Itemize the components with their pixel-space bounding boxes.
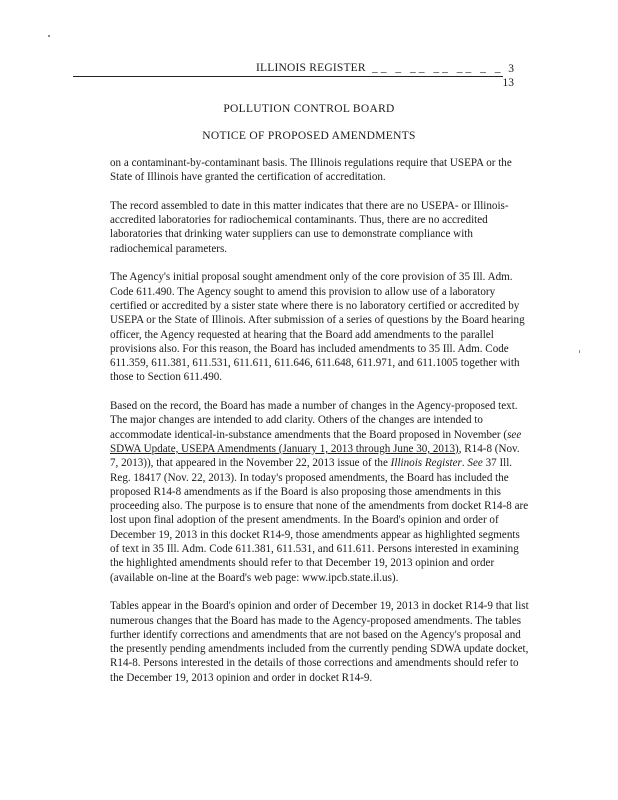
illinois-register-citation: Illinois Register	[390, 457, 462, 470]
scan-speck	[48, 35, 50, 37]
page-number: 3	[508, 63, 514, 75]
register-title: ILLINOIS REGISTER	[256, 62, 366, 74]
paragraph-1: on a contaminant-by-contaminant basis. The Illinois regulations require that USEPA or the State of Illinois have granted the certification of accreditation.	[110, 157, 512, 184]
paragraph-4-text-b: , R14-8 (Nov. 7, 2013)), that appeared in the November 22, 2013 issue of the	[110, 442, 520, 470]
see-signal: see	[507, 428, 522, 441]
see-signal-2: See	[467, 457, 483, 470]
paragraph-4-text-a: Based on the record, the Board has made a number of changes in the Agency-proposed text. The major changes are intended to add clarity. Others of the changes are intended to accommodate identical-in-substance amendments that the Board proposed in November (	[110, 400, 518, 441]
header-dashes: __ _ __ __ __ _ _	[372, 62, 504, 74]
scan-speck	[579, 350, 580, 353]
issue-number: 13	[502, 77, 514, 89]
paragraph-3: The Agency's initial proposal sought amendment only of the core provision of 35 Ill. Adm. Code 611.490. The Agency sought to amend this provision to allow use of a laboratory certified or accredited by a sister state where there is no laboratory certified or accredited by USEPA or the State of Illinois. After submission of a series of questions by the Board hearing officer, the Agency requested at hearing that the Board add amendments to the parallel provisions also. For this reason, the Board has included amendments to 35 Ill. Adm. Code 611.359, 611.381, 611.531, 611.611, 611.646, 611.648, 611.971, and 611.1005 together with those to Section 611.490.	[110, 271, 525, 384]
page-number-block	[503, 62, 515, 90]
header-rule	[73, 76, 503, 77]
paragraph-4	[110, 399, 530, 585]
board-heading: POLLUTION CONTROL BOARD	[223, 103, 395, 115]
paragraph-5: Tables appear in the Board's opinion and order of December 19, 2013 in docket R14-9 that list numerous changes that the Board has made to the Agency-proposed amendments. The tables further identify corrections and amendments that are not based on the Agency's proposal and the presently pending amendments included from the currently pending SDWA update docket, R14-8. Persons interested in the details of those corrections and amendments should refer to the December 19, 2013 opinion and order in docket R14-9.	[110, 600, 529, 684]
sdwa-update-citation: SDWA Update, USEPA Amendments (January 1, 2013 through June 30, 2013)	[110, 442, 459, 455]
paragraph-4-text-c: .	[461, 457, 468, 470]
notice-heading: NOTICE OF PROPOSED AMENDMENTS	[202, 130, 416, 142]
paragraph-2: The record assembled to date in this matter indicates that there are no USEPA- or Illinois-accredited laboratories for radiochemical contaminants. Thus, there are no accredited laboratories that drinking water suppliers can use to demonstrate compliance with radiochemical parameters.	[110, 199, 509, 255]
body-text	[110, 156, 530, 699]
paragraph-4-text-d: 37 Ill. Reg. 18417 (Nov. 22, 2013). In today's proposed amendments, the Board has included the proposed R14-8 amendments as if the Board is also proposing those amendments in this proceeding also. The purpose is to ensure that none of the amendments from docket R14-8 are lost upon final adoption of the present amendments. In the Board's opinion and order of December 19, 2013 in this docket R14-9, those amendments appear as highlighted segments of text in 35 Ill. Adm. Code 611.381, 611.531, and 611.611. Persons interested in examining the highlighted amendments should refer to that December 19, 2013 opinion and order (available on-line at the Board's web page: www.ipcb.state.il.us).	[110, 457, 529, 584]
